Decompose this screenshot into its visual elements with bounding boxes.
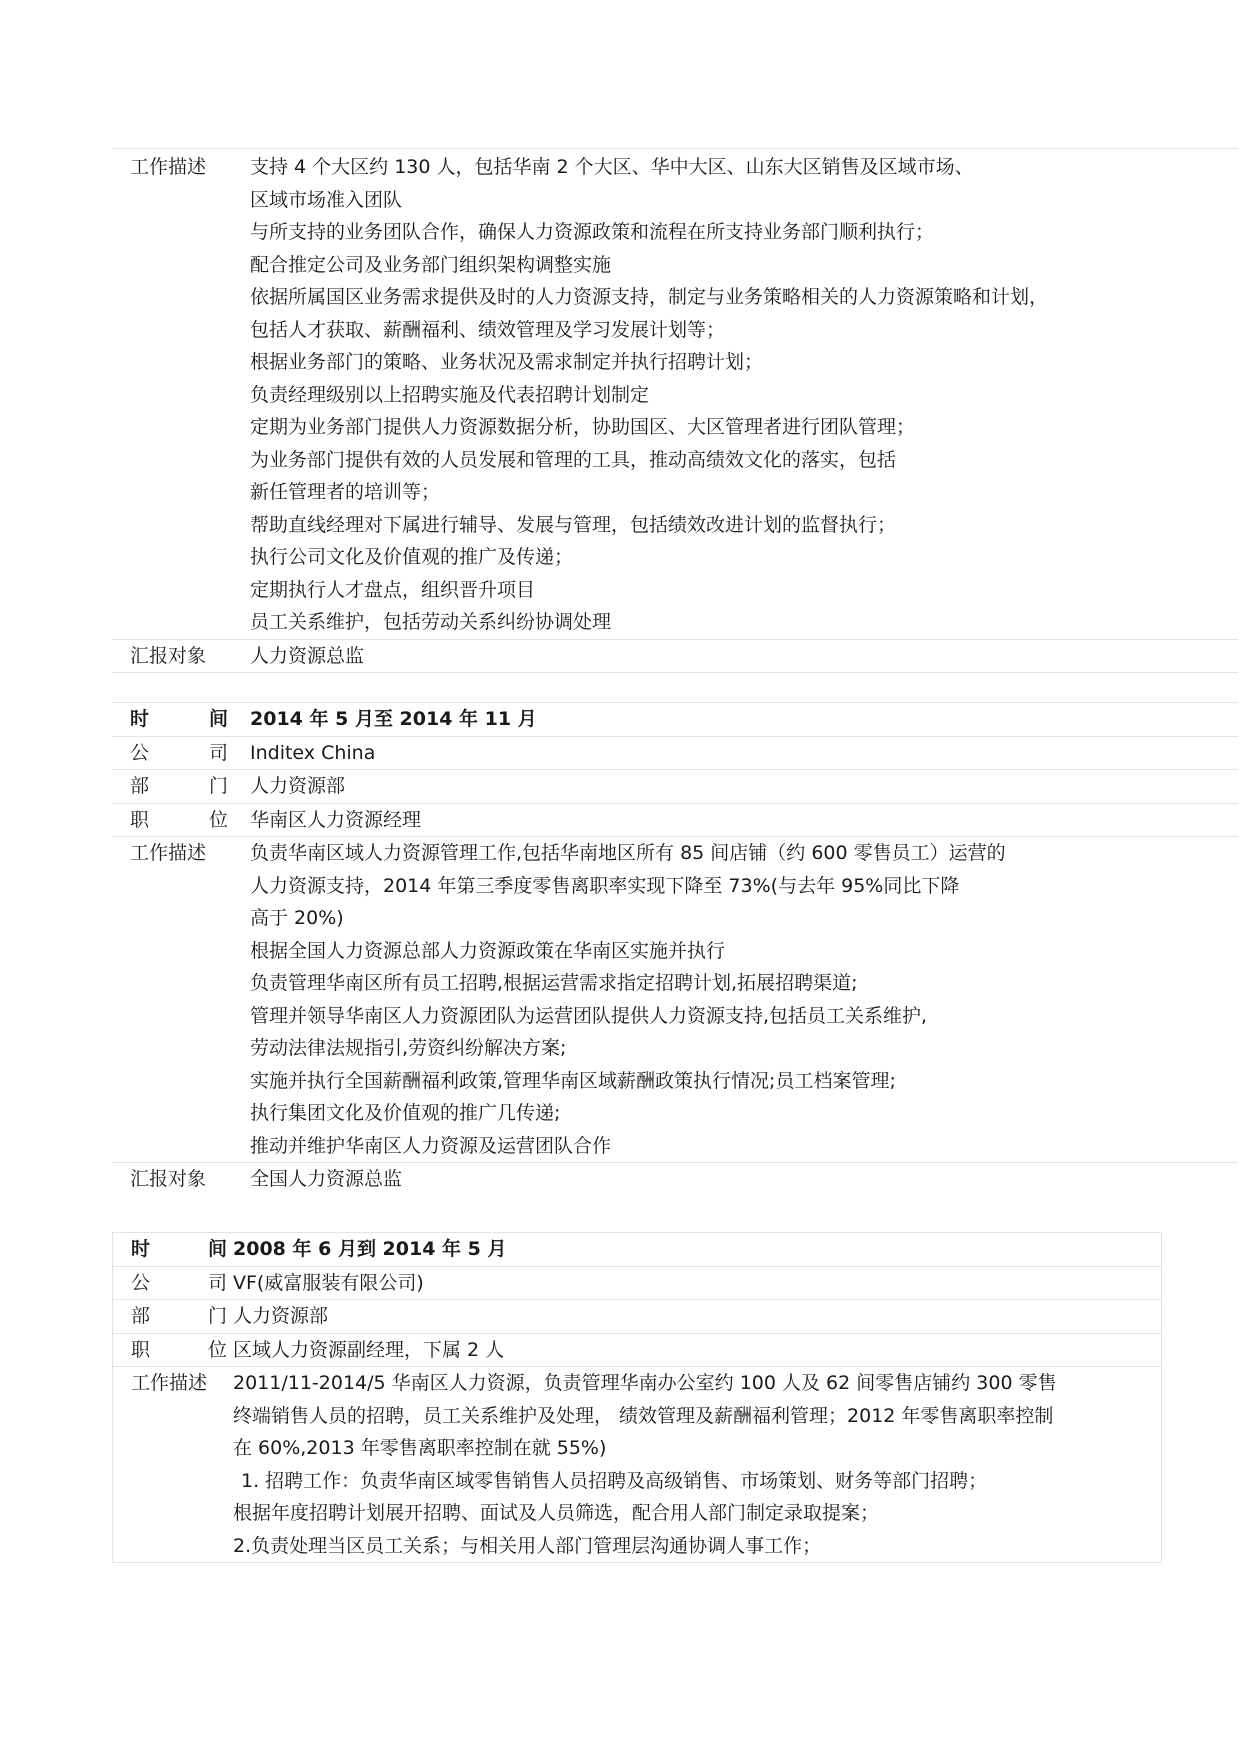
time-value: 2008 年 6 月到 2014 年 5 月 xyxy=(233,1238,507,1260)
section-vf xyxy=(112,1232,1162,1563)
dept-row xyxy=(113,1300,1161,1334)
position-value: 区域人力资源副经理，下属 2 人 xyxy=(233,1338,505,1361)
company-row xyxy=(113,1267,1161,1301)
dept-value: 人力资源部 xyxy=(250,775,346,797)
duty-line: 负责华南区域人力资源管理工作,包括华南地区所有 85 间店铺（约 600 零售员工）运营的 xyxy=(250,842,1006,864)
company-row xyxy=(112,737,1238,771)
duty-line: 定期为业务部门提供人力资源数据分析，协助国区、大区管理者进行团队管理； xyxy=(250,416,916,438)
duty-line: 2011/11-2014/5 华南区人力资源，负责管理华南办公室约 100 人及 62 间零售店铺约 300 零售 xyxy=(233,1372,1057,1394)
duty-line: 人力资源支持，2014 年第三季度零售离职率实现下降至 73%(与去年 95%同比下降 xyxy=(250,874,960,897)
duties-label: 工作描述 xyxy=(131,1372,208,1394)
position-row xyxy=(112,804,1238,838)
duty-line: 负责经理级别以上招聘实施及代表招聘计划制定 xyxy=(250,383,650,406)
duty-line: 执行公司文化及价值观的推广及传递； xyxy=(250,546,574,568)
duty-line: 高于 20%) xyxy=(250,907,344,929)
duties-list xyxy=(233,1367,1057,1562)
duty-line: 根据年度招聘计划展开招聘、面试及人员筛选，配合用人部门制定录取提案； xyxy=(233,1502,880,1524)
duty-line: 定期执行人才盘点，组织晋升项目 xyxy=(250,578,536,601)
report-value: 全国人力资源总监 xyxy=(250,1168,403,1190)
position-label: 职 位 xyxy=(130,808,228,831)
duty-line: 劳动法律法规指引,劳资纠纷解决方案; xyxy=(250,1037,567,1059)
time-row xyxy=(113,1232,1161,1267)
report-label: 汇报对象 xyxy=(130,644,207,667)
duty-line: 管理并领导华南区人力资源团队为运营团队提供人力资源支持,包括员工关系维护, xyxy=(250,1004,928,1027)
company-value: VF(威富服装有限公司) xyxy=(233,1271,424,1294)
duty-line: 区域市场准入团队 xyxy=(250,188,403,211)
company-label: 公 司 xyxy=(130,741,228,764)
duty-line: 推动并维护华南区人力资源及运营团队合作 xyxy=(250,1134,612,1157)
dept-row xyxy=(112,770,1238,804)
dept-value: 人力资源部 xyxy=(233,1305,329,1327)
duty-line: 配合推定公司及业务部门组织架构调整实施 xyxy=(250,253,612,276)
company-label: 公 司 xyxy=(131,1271,227,1294)
report-row xyxy=(112,1163,1238,1196)
duty-line: 2.负责处理当区员工关系；与相关用人部门管理层沟通协调人事工作； xyxy=(233,1534,822,1557)
duties-list xyxy=(250,151,1048,639)
duty-line: 在 60%,2013 年零售离职率控制在就 55%) xyxy=(233,1437,607,1459)
position-value: 华南区人力资源经理 xyxy=(250,808,422,831)
section-inditex xyxy=(112,702,1238,1196)
position-label: 职 位 xyxy=(131,1338,227,1361)
company-value: Inditex China xyxy=(250,741,376,764)
duties-label: 工作描述 xyxy=(130,842,207,864)
duty-line: 终端销售人员的招聘，员工关系维护及处理， 绩效管理及薪酬福利管理；2012 年零售离职率控制 xyxy=(233,1404,1054,1427)
duty-line: 与所支持的业务团队合作，确保人力资源政策和流程在所支持业务部门顺利执行； xyxy=(250,221,935,243)
position-row xyxy=(113,1334,1161,1368)
report-value: 人力资源总监 xyxy=(250,644,365,667)
time-row xyxy=(112,702,1238,737)
duty-line: 支持 4 个大区约 130 人，包括华南 2 个大区、华中大区、山东大区销售及区域市场、 xyxy=(250,156,974,178)
duty-line: 执行集团文化及价值观的推广几传递; xyxy=(250,1102,561,1124)
time-value: 2014 年 5 月至 2014 年 11 月 xyxy=(250,708,537,730)
duty-line: 实施并执行全国薪酬福利政策,管理华南区域薪酬政策执行情况;员工档案管理; xyxy=(250,1069,896,1092)
duty-line: 新任管理者的培训等； xyxy=(250,481,441,503)
dept-label: 部 门 xyxy=(131,1305,227,1327)
duty-line: 包括人才获取、薪酬福利、绩效管理及学习发展计划等； xyxy=(250,318,726,341)
time-label: 时 间 xyxy=(130,708,228,730)
duties-label: 工作描述 xyxy=(130,156,207,178)
duty-line: 员工关系维护，包括劳动关系纠纷协调处理 xyxy=(250,611,612,633)
dept-label: 部 门 xyxy=(130,775,228,797)
report-row xyxy=(112,640,1238,674)
duty-line: 根据全国人力资源总部人力资源政策在华南区实施并执行 xyxy=(250,939,726,962)
time-label: 时 间 xyxy=(131,1238,227,1260)
duty-line: 负责管理华南区所有员工招聘,根据运营需求指定招聘计划,拓展招聘渠道; xyxy=(250,972,858,994)
duties-row xyxy=(113,1367,1161,1563)
duty-line: 1. 招聘工作：负责华南区域零售销售人员招聘及高级销售、市场策划、财务等部门招聘； xyxy=(241,1469,988,1492)
duties-list xyxy=(250,837,1006,1162)
duty-line: 依据所属国区业务需求提供及时的人力资源支持，制定与业务策略相关的人力资源策略和计划， xyxy=(250,286,1049,308)
duty-line: 帮助直线经理对下属进行辅导、发展与管理，包括绩效改进计划的监督执行； xyxy=(250,513,897,536)
duties-row xyxy=(112,837,1238,1163)
duty-line: 根据业务部门的策略、业务状况及需求制定并执行招聘计划； xyxy=(250,351,764,373)
duties-row xyxy=(112,148,1238,640)
section-current-job xyxy=(112,148,1238,673)
duty-line: 为业务部门提供有效的人员发展和管理的工具，推动高绩效文化的落实，包括 xyxy=(250,448,897,471)
report-label: 汇报对象 xyxy=(130,1168,207,1190)
